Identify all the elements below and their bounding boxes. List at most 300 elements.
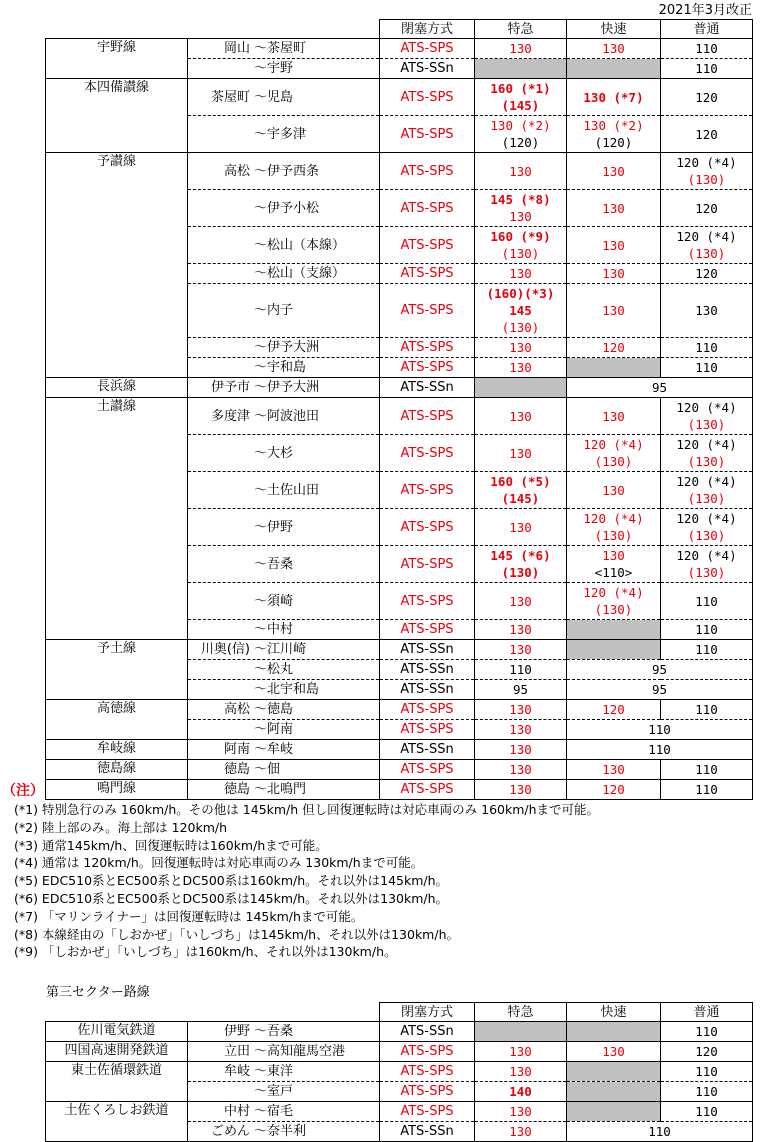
- speed-local: [661, 509, 753, 546]
- signal-system: ATS-SPS: [380, 398, 475, 435]
- note-item: (*4) 通常は 120km/h。回復運転時は対応車両のみ 130km/hまで可能。: [14, 855, 424, 871]
- speed-ltd-exp: [475, 720, 567, 740]
- speed-value: 130 (*7): [583, 89, 644, 105]
- speed-ltd-exp: [475, 620, 567, 640]
- speed-rapid: [567, 153, 661, 190]
- section-to: ～阿南: [254, 722, 294, 737]
- speed-value: 160 (*5): [490, 474, 551, 489]
- speed-value: 120 (*4): [676, 400, 737, 415]
- section-from: [188, 359, 254, 376]
- speed-rapid: [567, 284, 661, 338]
- section-from: 高松: [223, 702, 250, 717]
- speed-value: (130): [687, 454, 726, 469]
- speed-value: 130: [509, 1124, 532, 1139]
- speed-ltd-exp: [475, 509, 567, 546]
- speed-local: [661, 59, 753, 79]
- speed-rapid: [567, 338, 661, 358]
- header-rapid: 快速: [567, 1003, 661, 1022]
- section-from: [188, 661, 254, 678]
- speed-rapid: [567, 583, 661, 620]
- table-row: [46, 39, 753, 59]
- section-cell: [188, 1062, 380, 1082]
- speed-local: [661, 435, 753, 472]
- section-to: ～宇野: [254, 61, 294, 76]
- speed-value: 130: [602, 237, 625, 253]
- speed-value: 120 (*4): [583, 511, 644, 526]
- section-from: 中村: [223, 1104, 250, 1119]
- speed-value: 120 (*4): [583, 585, 644, 600]
- notes-list: [14, 801, 599, 961]
- section-to: ～茶屋町: [254, 41, 307, 56]
- speed-value: 120: [695, 1044, 718, 1059]
- signal-system: ATS-SPS: [380, 620, 475, 640]
- section-cell: [188, 153, 380, 190]
- speed-local: [661, 472, 753, 509]
- signal-system: ATS-SPS: [380, 264, 475, 284]
- speed-value: (130): [687, 565, 726, 580]
- speed-value: 130 (*2): [583, 118, 644, 133]
- speed-rapid: [567, 780, 661, 800]
- speed-value: 130: [509, 519, 532, 535]
- line-name: 佐川電気鉄道: [46, 1022, 188, 1042]
- section-from: 阿南: [223, 742, 250, 757]
- section-cell: [188, 660, 380, 680]
- line-name: 鳴門線: [46, 780, 188, 800]
- speed-value: (130): [687, 246, 726, 261]
- speed-value: 120 (*4): [676, 155, 737, 170]
- speed-value: 120: [695, 266, 718, 281]
- section-to: ～宇和島: [254, 360, 307, 375]
- speed-value: 130: [509, 1064, 532, 1079]
- signal-system: ATS-SPS: [380, 1062, 475, 1082]
- speed-value: 110: [695, 41, 718, 56]
- table-row: [46, 153, 753, 190]
- speed-local: [661, 583, 753, 620]
- section-to: ～松丸: [254, 662, 294, 677]
- section-to: ～宿毛: [254, 1104, 294, 1119]
- section-from: [188, 60, 254, 77]
- speed-value: 130: [509, 266, 532, 281]
- section-from: ごめん: [210, 1124, 250, 1139]
- speed-value: 110: [695, 1084, 718, 1099]
- section-to: ～須崎: [254, 593, 294, 609]
- signal-system: ATS-SPS: [380, 1082, 475, 1102]
- section-from: [188, 200, 254, 217]
- speed-local: [661, 153, 753, 190]
- speed-value: (130): [594, 602, 633, 617]
- section-to: ～宇多津: [254, 126, 307, 142]
- table-row: [46, 780, 753, 800]
- section-to: ～松山（本線）: [254, 237, 346, 253]
- note-item: (*9) 「しおかぜ」「いしづち」は160km/h、それ以外は130km/h。: [14, 944, 397, 960]
- speed-value: 110: [695, 1064, 718, 1079]
- table-row: [46, 1062, 753, 1082]
- speed-ltd-exp: [475, 153, 567, 190]
- section-from: 岡山: [223, 41, 250, 56]
- speed-ltd-exp: [475, 740, 567, 760]
- speed-value: 130: [695, 303, 718, 318]
- section-cell: [188, 39, 380, 59]
- section-from: [188, 302, 254, 319]
- speed-value: (130): [687, 172, 726, 187]
- note-item: (*8) 本線経由の「しおかぜ」「いしづち」は145km/h、それ以外は130km/h。: [14, 926, 459, 942]
- table-row: [46, 700, 753, 720]
- section-cell: [188, 720, 380, 740]
- speed-value: 120 (*4): [676, 229, 737, 244]
- section-to: ～阿波池田: [254, 408, 320, 424]
- header-ltd-exp: 特急: [475, 1003, 567, 1022]
- section-cell: [188, 227, 380, 264]
- section-from: [188, 126, 254, 143]
- speed-rapid-local-merged: 95: [567, 660, 753, 680]
- section-from: 伊予市: [210, 380, 250, 395]
- signal-system: ATS-SPS: [380, 700, 475, 720]
- speed-ltd-exp: [475, 116, 567, 153]
- speed-value: 130: [509, 722, 532, 737]
- section-cell: [188, 59, 380, 79]
- section-from: 高松: [223, 163, 250, 179]
- section-to: ～高知龍馬空港: [254, 1044, 346, 1059]
- speed-value: (130): [687, 528, 726, 543]
- line-name: 土讃線: [46, 398, 188, 640]
- speed-value: 130: [509, 1044, 532, 1059]
- section-to: ～吾桑: [254, 1024, 294, 1039]
- speed-value: 130: [602, 163, 625, 179]
- speed-rapid: [567, 39, 661, 59]
- section-from: 牟岐: [223, 1064, 250, 1079]
- speed-table-third-sector: [45, 1002, 753, 1142]
- signal-system: ATS-SSn: [380, 740, 475, 760]
- section-cell: [188, 1082, 380, 1102]
- speed-rapid: [567, 700, 661, 720]
- signal-system: ATS-SPS: [380, 190, 475, 227]
- speed-local: [661, 1082, 753, 1102]
- speed-local: [661, 398, 753, 435]
- section-to: ～佃: [254, 762, 281, 777]
- speed-local: [661, 1042, 753, 1062]
- speed-ltd-exp: [475, 760, 567, 780]
- speed-ltd-exp: [475, 780, 567, 800]
- table-row: [46, 640, 753, 660]
- speed-value: 130: [509, 408, 532, 424]
- speed-ltd-exp: [475, 680, 567, 700]
- speed-ltd-exp: [475, 546, 567, 583]
- speed-value: 110: [695, 360, 718, 375]
- speed-ltd-exp: [475, 79, 567, 116]
- signal-system: ATS-SPS: [380, 1102, 475, 1122]
- section-cell: [188, 620, 380, 640]
- section-from: [188, 237, 254, 254]
- speed-rapid: [567, 546, 661, 583]
- section-cell: [188, 740, 380, 760]
- table-row: [46, 740, 753, 760]
- speed-rapid: [567, 79, 661, 116]
- section-cell: [188, 435, 380, 472]
- speed-local: [661, 338, 753, 358]
- section-cell: [188, 583, 380, 620]
- speed-value: 110: [695, 622, 718, 637]
- speed-local: [661, 79, 753, 116]
- speed-rapid-local-merged: 110: [567, 740, 753, 760]
- speed-value: 120 (*4): [676, 548, 737, 563]
- speed-local: [661, 780, 753, 800]
- section-from: [188, 681, 254, 698]
- speed-value: 130: [602, 41, 625, 56]
- speed-value: 130: [509, 642, 532, 657]
- section-cell: [188, 79, 380, 116]
- speed-value: 110: [695, 782, 718, 797]
- speed-value: 130: [509, 340, 532, 355]
- speed-value: 130: [509, 445, 532, 461]
- speed-value: 110: [695, 1024, 718, 1039]
- speed-rapid: [567, 1082, 661, 1102]
- section-from: [188, 1083, 254, 1100]
- speed-value: (130): [687, 491, 726, 506]
- section-cell: [188, 398, 380, 435]
- signal-system: ATS-SSn: [380, 680, 475, 700]
- speed-table-main: [45, 19, 753, 800]
- section-cell: [188, 472, 380, 509]
- speed-rapid: [567, 358, 661, 378]
- section-to: ～伊予大洲: [254, 340, 320, 355]
- speed-rapid: [567, 1042, 661, 1062]
- section-cell: [188, 116, 380, 153]
- speed-ltd-exp: [475, 264, 567, 284]
- notes-title: （注）: [2, 783, 44, 799]
- signal-system: ATS-SPS: [380, 546, 475, 583]
- section-to: ～大杉: [254, 445, 294, 461]
- speed-local: [661, 1102, 753, 1122]
- speed-value: <110>: [594, 565, 633, 580]
- signal-system: ATS-SPS: [380, 472, 475, 509]
- speed-value: 130: [602, 408, 625, 424]
- speed-value: 140: [509, 1084, 532, 1099]
- section-cell: [188, 338, 380, 358]
- speed-value: 130: [509, 209, 532, 224]
- section-to: ～牟岐: [254, 742, 294, 757]
- speed-ltd-exp: [475, 338, 567, 358]
- section-to: ～江川崎: [254, 642, 307, 657]
- signal-system: ATS-SSn: [380, 59, 475, 79]
- speed-value: 160 (*9): [490, 229, 551, 244]
- speed-value: 110: [695, 642, 718, 657]
- header-signal: 閉塞方式: [380, 20, 475, 39]
- revision-date: 2021年3月改正: [658, 3, 752, 18]
- speed-ltd-exp: [475, 227, 567, 264]
- signal-system: ATS-SPS: [380, 79, 475, 116]
- section-to: ～東洋: [254, 1064, 294, 1079]
- signal-system: ATS-SPS: [380, 39, 475, 59]
- speed-value: 130 (*2): [490, 118, 551, 133]
- speed-local: [661, 1062, 753, 1082]
- speed-value: 110: [695, 702, 718, 717]
- section-to: ～北鳴門: [254, 782, 307, 797]
- speed-local: [661, 358, 753, 378]
- section-from: [188, 519, 254, 536]
- section-to: ～北宇和島: [254, 682, 320, 697]
- speed-value: 130: [602, 482, 625, 498]
- speed-value: 110: [695, 61, 718, 76]
- speed-local: [661, 116, 753, 153]
- section-cell: [188, 760, 380, 780]
- section-to: ～伊予大洲: [254, 380, 320, 395]
- speed-value: 130: [602, 200, 625, 216]
- speed-local: [661, 264, 753, 284]
- speed-rapid: [567, 1022, 661, 1042]
- speed-ltd-exp: [475, 640, 567, 660]
- speed-ltd-exp: [475, 1122, 567, 1142]
- speed-value: 130: [509, 742, 532, 757]
- speed-value: 130: [509, 782, 532, 797]
- speed-rapid: [567, 472, 661, 509]
- speed-value: 130: [509, 762, 532, 777]
- speed-value: (130): [501, 565, 540, 580]
- speed-rapid-local-merged: 95: [567, 680, 753, 700]
- section-from: 川奥(信): [200, 642, 250, 657]
- speed-value: 145: [509, 303, 532, 318]
- speed-ltd-exp: [475, 284, 567, 338]
- header-local: 普通: [661, 1003, 753, 1022]
- signal-system: ATS-SPS: [380, 583, 475, 620]
- speed-local: [661, 284, 753, 338]
- speed-value: 130: [602, 762, 625, 777]
- speed-value: 130: [602, 303, 625, 318]
- speed-ltd-exp: [475, 378, 567, 398]
- section-cell: [188, 1042, 380, 1062]
- speed-ltd-exp: [475, 1062, 567, 1082]
- section-to: ～伊予西条: [254, 163, 320, 179]
- speed-local: [661, 640, 753, 660]
- note-item: (*3) 通常145km/h、回復運転時は160km/hまで可能。: [14, 837, 328, 853]
- speed-rapid-local-merged: 95: [567, 378, 753, 398]
- header-rapid: 快速: [567, 20, 661, 39]
- speed-local: [661, 620, 753, 640]
- speed-rapid-local-merged: 110: [567, 1122, 753, 1142]
- speed-local: [661, 190, 753, 227]
- section-cell: [188, 546, 380, 583]
- section-cell: [188, 358, 380, 378]
- signal-system: ATS-SSn: [380, 660, 475, 680]
- speed-value: 130: [509, 622, 532, 637]
- section-from: [188, 621, 254, 638]
- line-name: 徳島線: [46, 760, 188, 780]
- speed-value: 160 (*1): [490, 81, 551, 96]
- speed-value: 120 (*4): [676, 474, 737, 489]
- section-cell: [188, 640, 380, 660]
- speed-value: 130: [509, 360, 532, 375]
- section-from: 伊野: [223, 1024, 250, 1039]
- signal-system: ATS-SPS: [380, 509, 475, 546]
- line-name: 予土線: [46, 640, 188, 700]
- speed-value: 145 (*8): [490, 192, 551, 207]
- speed-value: 110: [695, 1104, 718, 1119]
- speed-value: 120: [602, 782, 625, 797]
- speed-ltd-exp: [475, 59, 567, 79]
- section-cell: [188, 1122, 380, 1142]
- speed-rapid-local-merged: 110: [567, 720, 753, 740]
- section-from: 徳島: [223, 762, 250, 777]
- section-to: ～内子: [254, 303, 294, 318]
- speed-local: [661, 700, 753, 720]
- speed-rapid: [567, 760, 661, 780]
- signal-system: ATS-SPS: [380, 153, 475, 190]
- table-row: [46, 1022, 753, 1042]
- speed-rapid: [567, 640, 661, 660]
- speed-ltd-exp: [475, 1022, 567, 1042]
- speed-local: [661, 1022, 753, 1042]
- speed-rapid: [567, 1102, 661, 1122]
- speed-value: 120: [602, 702, 625, 717]
- speed-value: 110: [695, 340, 718, 355]
- speed-rapid: [567, 264, 661, 284]
- signal-system: ATS-SPS: [380, 1042, 475, 1062]
- section-from: [188, 721, 254, 738]
- line-name: 宇野線: [46, 39, 188, 79]
- section-to: ～伊予小松: [254, 200, 320, 216]
- speed-value: (120): [594, 135, 633, 150]
- section-cell: [188, 1022, 380, 1042]
- speed-value: (130): [687, 417, 726, 432]
- line-name: 土佐くろしお鉄道: [46, 1102, 188, 1142]
- section-cell: [188, 780, 380, 800]
- header-signal: 閉塞方式: [380, 1003, 475, 1022]
- line-name: 本四備讃線: [46, 79, 188, 153]
- speed-value: (130): [594, 454, 633, 469]
- section-to: ～室戸: [254, 1084, 294, 1099]
- table-row: [46, 79, 753, 116]
- section-to: ～中村: [254, 622, 294, 637]
- speed-value: 95: [512, 682, 529, 697]
- line-name: 長浜線: [46, 378, 188, 398]
- section-cell: [188, 378, 380, 398]
- header-ltd-exp: 特急: [475, 20, 567, 39]
- speed-value: (145): [501, 98, 540, 113]
- signal-system: ATS-SPS: [380, 720, 475, 740]
- note-item: (*6) EDC510系とEC500系とDC500系は145km/h。それ以外は130km/h。: [14, 890, 449, 906]
- table-row: [46, 760, 753, 780]
- section-cell: [188, 264, 380, 284]
- speed-value: 130: [509, 702, 532, 717]
- signal-system: ATS-SPS: [380, 435, 475, 472]
- section-from: 茶屋町: [210, 89, 250, 105]
- section-cell: [188, 190, 380, 227]
- line-name: 東土佐循環鉄道: [46, 1062, 188, 1102]
- line-name: 予讃線: [46, 153, 188, 378]
- speed-value: 130: [509, 1104, 532, 1119]
- section-cell: [188, 284, 380, 338]
- line-name: 高徳線: [46, 700, 188, 740]
- signal-system: ATS-SSn: [380, 378, 475, 398]
- speed-ltd-exp: [475, 1042, 567, 1062]
- speed-ltd-exp: [475, 39, 567, 59]
- speed-ltd-exp: [475, 583, 567, 620]
- signal-system: ATS-SPS: [380, 358, 475, 378]
- section-to: ～吾桑: [254, 556, 294, 572]
- speed-ltd-exp: [475, 1082, 567, 1102]
- note-item: (*7) 「マリンライナー」は回復運転時は 145km/hまで可能。: [14, 908, 364, 924]
- speed-value: 110: [695, 593, 718, 609]
- speed-rapid: [567, 620, 661, 640]
- speed-value: 145 (*6): [490, 548, 551, 563]
- speed-ltd-exp: [475, 472, 567, 509]
- section-to: ～伊野: [254, 519, 294, 535]
- speed-local: [661, 760, 753, 780]
- table-row: [46, 398, 753, 435]
- signal-system: ATS-SSn: [380, 1022, 475, 1042]
- speed-value: (130): [594, 528, 633, 543]
- speed-value: 130: [602, 1044, 625, 1059]
- table-row: [46, 378, 753, 398]
